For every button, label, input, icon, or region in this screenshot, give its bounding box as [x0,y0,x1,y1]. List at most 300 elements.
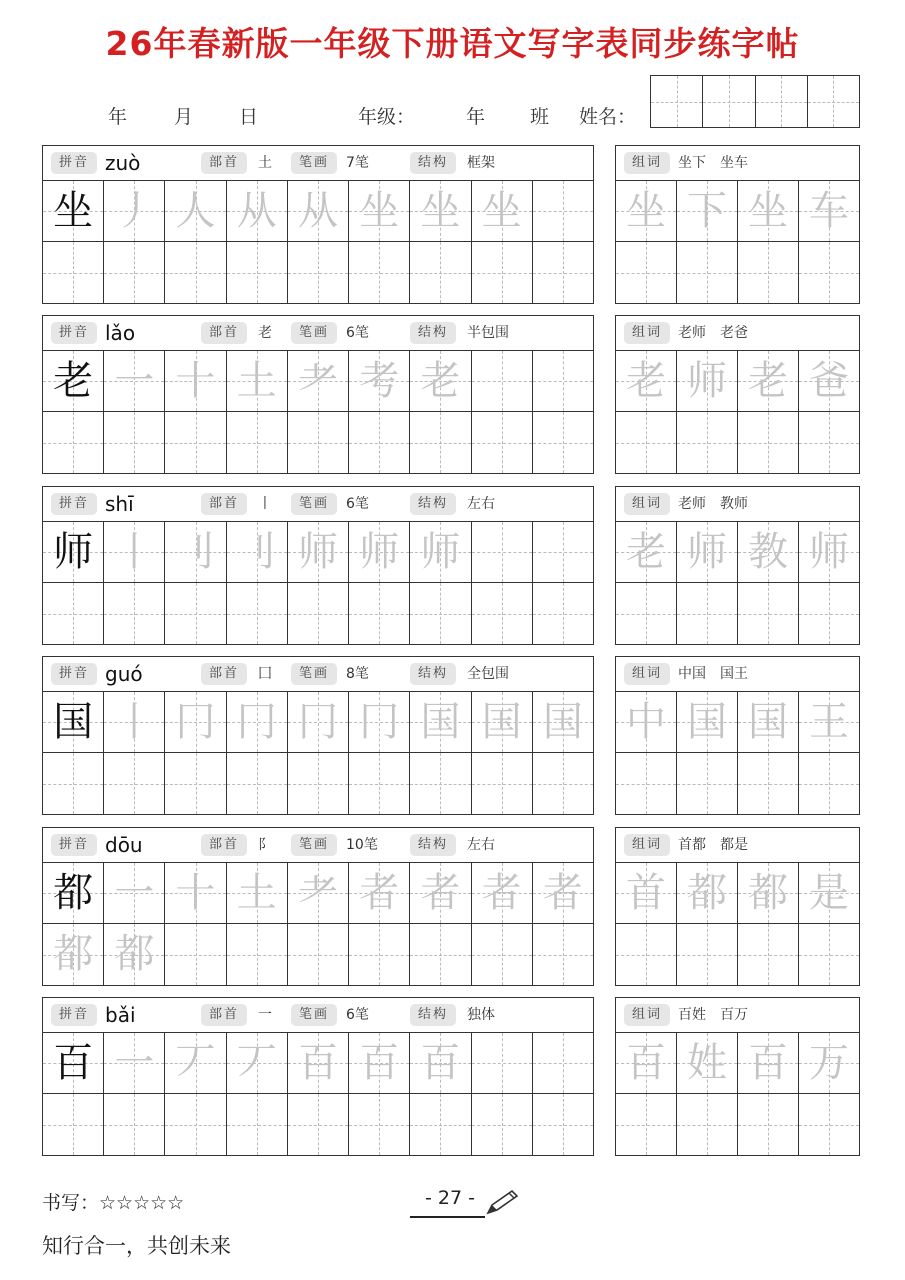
writing-cell[interactable] [349,583,410,644]
pinyin-tag: 拼音 [51,493,97,515]
trace-character [227,1094,287,1155]
writing-cell[interactable] [738,1033,799,1093]
word-character: 百 [748,1040,788,1086]
writing-cell[interactable] [165,1033,226,1093]
writing-cell[interactable] [104,181,165,241]
writing-cell[interactable] [738,242,799,303]
writing-cell[interactable] [410,1033,471,1093]
radical-value: 丨 [258,496,272,512]
trace-stroke: 一 [114,1040,155,1086]
radical-tag: 部首 [201,152,247,174]
writing-cell[interactable] [410,924,471,985]
writing-cell[interactable] [410,412,471,473]
writing-cell[interactable] [799,1033,859,1093]
trace-character [410,753,470,814]
writing-cell[interactable] [227,753,288,814]
structure-value: 半包围 [467,325,509,341]
writing-cell[interactable] [616,522,677,582]
page-title: 26年春新版一年级下册语文写字表同步练字帖 [105,24,800,63]
writing-cell[interactable] [104,242,165,303]
class-unit: 班 [530,106,550,128]
writing-cell[interactable] [533,351,593,411]
writing-cell[interactable] [472,924,533,985]
writing-cell[interactable] [799,351,859,411]
word-blank-row [616,583,859,644]
word-info-row [616,828,859,863]
writing-cell[interactable] [43,351,104,411]
trace-stroke: 冂 [175,699,216,745]
word-character: 老 [626,358,666,404]
word-blank-row [616,242,859,303]
writing-cell[interactable] [349,412,410,473]
writing-cell[interactable] [165,583,226,644]
motto: 知行合一，共创未来 [42,1234,231,1258]
word-character: 坐 [626,188,666,234]
trace-stroke: 丿 [114,188,155,234]
practice-block-2 [42,486,594,645]
model-character: 坐 [53,188,94,234]
writing-cell[interactable] [165,412,226,473]
word-trace-row [616,1033,859,1094]
trace-character [349,583,409,644]
writing-cell[interactable] [799,924,859,985]
practice-block-4 [42,827,594,986]
trace-character [43,753,103,814]
writing-cell[interactable] [104,583,165,644]
writing-cell[interactable] [410,242,471,303]
writing-cell[interactable] [738,351,799,411]
word-character: 师 [687,358,727,404]
strokes-tag: 笔画 [291,493,337,515]
writing-cell[interactable] [104,522,165,582]
pinyin-value: bǎi [105,1003,136,1027]
strokes-tag: 笔画 [291,1004,337,1026]
trace-character [472,753,532,814]
trace-character [43,242,103,303]
writing-cell[interactable] [533,242,593,303]
writing-cell[interactable] [799,692,859,752]
trace-stroke: 丨 [114,699,155,745]
trace-character [472,924,532,985]
writing-cell[interactable] [349,242,410,303]
writing-cell[interactable] [288,522,349,582]
practice-block-3 [42,656,594,815]
strokes-tag: 笔画 [291,663,337,685]
trace-character [533,583,593,644]
writing-cell[interactable] [349,863,410,923]
writing-cell[interactable] [472,522,533,582]
writing-cell[interactable] [104,351,165,411]
writing-cell[interactable] [616,692,677,752]
writing-cell[interactable] [472,1094,533,1155]
trace-character [104,583,164,644]
writing-cell[interactable] [738,863,799,923]
writing-cell[interactable] [43,412,104,473]
word-character: 都 [687,870,727,916]
trace-character [349,242,409,303]
word-trace-row [616,522,859,583]
writing-cell[interactable] [165,242,226,303]
structure-value: 全包围 [467,666,509,682]
word-info-row [616,316,859,351]
writing-cell[interactable] [227,412,288,473]
words-value: 老师 教师 [678,496,748,512]
writing-cell[interactable] [349,1033,410,1093]
trace-row-2 [43,924,593,985]
trace-character [472,1094,532,1155]
model-character: 百 [53,1040,94,1086]
trace-character [165,583,225,644]
writing-cell[interactable] [165,863,226,923]
word-trace-row [616,692,859,753]
writing-cell[interactable] [43,522,104,582]
trace-stroke [533,181,593,241]
writing-cell[interactable] [165,522,226,582]
writing-cell[interactable] [288,181,349,241]
page-number: - 27 - [425,1187,475,1209]
writing-cell[interactable] [410,351,471,411]
model-character: 都 [53,870,94,916]
writing-cell[interactable] [43,583,104,644]
writing-cell[interactable] [738,583,799,644]
trace-character [104,412,164,473]
trace-row-1 [43,692,593,753]
writing-cell[interactable] [799,412,859,473]
radical-tag: 部首 [201,663,247,685]
trace-row-2 [43,242,593,303]
writing-cell[interactable] [288,583,349,644]
trace-character [165,924,225,985]
writing-cell[interactable] [616,1033,677,1093]
trace-stroke: 一 [114,870,155,916]
radical-value: 土 [258,155,272,171]
writing-cell[interactable] [616,753,677,814]
trace-character [165,242,225,303]
radical-value: 阝 [258,837,272,853]
writing-cell[interactable] [799,863,859,923]
writing-cell[interactable] [677,242,738,303]
writing-cell[interactable] [533,924,593,985]
strokes-tag: 笔画 [291,152,337,174]
word-blank-row [616,924,859,985]
structure-value: 独体 [467,1007,495,1023]
word-character: 是 [809,870,849,916]
word-character: 教 [748,529,788,575]
trace-character [43,1094,103,1155]
writing-cell[interactable] [288,692,349,752]
writing-cell[interactable] [677,522,738,582]
trace-character [349,412,409,473]
trace-character [165,1094,225,1155]
writing-cell[interactable] [738,753,799,814]
writing-cell[interactable] [227,1033,288,1093]
trace-character [533,412,593,473]
writing-cell[interactable] [410,181,471,241]
writing-cell[interactable] [533,583,593,644]
trace-row-2 [43,583,593,644]
pinyin-tag: 拼音 [51,834,97,856]
writing-cell[interactable] [227,863,288,923]
words-tag: 组词 [624,322,670,344]
writing-cell[interactable] [472,692,533,752]
word-trace-row [616,863,859,924]
writing-cell[interactable] [738,181,799,241]
writing-cell[interactable] [349,522,410,582]
structure-tag: 结构 [410,322,456,344]
trace-stroke: 国 [481,699,522,745]
trace-stroke: 考 [359,358,400,404]
writing-cell[interactable] [349,924,410,985]
writing-cell[interactable] [616,924,677,985]
words-value: 百姓 百万 [678,1007,748,1023]
pinyin-tag: 拼音 [51,663,97,685]
writing-cell[interactable] [533,692,593,752]
word-blank-row [616,412,859,473]
writing-cell[interactable] [533,522,593,582]
trace-stroke: 百 [359,1040,400,1086]
writing-cell[interactable] [738,412,799,473]
trace-character [288,412,348,473]
writing-cell[interactable] [349,1094,410,1155]
writing-cell[interactable] [349,753,410,814]
writing-cell[interactable] [677,412,738,473]
trace-stroke: 刂 [236,529,277,575]
writing-cell[interactable] [104,1033,165,1093]
trace-character [104,242,164,303]
writing-cell[interactable] [738,1094,799,1155]
writing-cell[interactable] [799,583,859,644]
writing-cell[interactable] [677,692,738,752]
writing-cell[interactable] [472,242,533,303]
words-value: 中国 国王 [678,666,748,682]
trace-character [533,242,593,303]
writing-cell[interactable] [104,753,165,814]
writing-cell[interactable] [227,242,288,303]
word-character: 师 [809,529,849,575]
writing-cell[interactable] [43,863,104,923]
writing-cell[interactable] [410,583,471,644]
words-tag: 组词 [624,1004,670,1026]
writing-cell[interactable] [616,351,677,411]
writing-cell[interactable] [533,753,593,814]
writing-cell[interactable] [288,242,349,303]
writing-cell[interactable] [288,924,349,985]
writing-cell[interactable] [533,1033,593,1093]
trace-stroke: 者 [359,870,400,916]
writing-cell[interactable] [410,1094,471,1155]
writing-cell[interactable] [165,924,226,985]
char-info-row [43,146,593,181]
writing-cell[interactable] [288,1033,349,1093]
trace-row-2 [43,412,593,473]
writing-cell[interactable] [43,924,104,985]
writing-cell[interactable] [472,1033,533,1093]
writing-cell[interactable] [349,351,410,411]
writing-cell[interactable] [738,924,799,985]
writing-cell[interactable] [165,753,226,814]
name-writing-boxes[interactable] [650,75,860,128]
grade-label: 年级： [358,106,416,128]
writing-cell[interactable] [43,1033,104,1093]
strokes-value: 7笔 [346,155,369,171]
trace-stroke: 丨 [114,529,155,575]
writing-cell[interactable] [165,181,226,241]
trace-character [472,242,532,303]
word-character: 首 [626,870,666,916]
writing-cell[interactable] [349,181,410,241]
trace-stroke: 冂 [359,699,400,745]
trace-stroke [472,522,532,582]
word-trace-row [616,351,859,412]
writing-cell[interactable] [227,583,288,644]
writing-cell[interactable] [533,863,593,923]
practice-block-0 [42,145,594,304]
writing-cell[interactable] [43,1094,104,1155]
writing-cell[interactable] [43,242,104,303]
writing-cell[interactable] [677,753,738,814]
writing-cell[interactable] [616,242,677,303]
word-info-row [616,146,859,181]
writing-cell[interactable] [472,863,533,923]
pinyin-value: zuò [105,151,141,175]
writing-cell[interactable] [43,692,104,752]
trace-stroke: 从 [297,188,338,234]
radical-tag: 部首 [201,1004,247,1026]
writing-cell[interactable] [104,692,165,752]
writing-cell[interactable] [472,351,533,411]
writing-cell[interactable] [616,1094,677,1155]
writing-cell[interactable] [43,181,104,241]
writing-cell[interactable] [227,924,288,985]
trace-stroke: 百 [420,1040,461,1086]
writing-cell[interactable] [43,753,104,814]
words-tag: 组词 [624,152,670,174]
writing-cell[interactable] [677,1033,738,1093]
name-box[interactable] [703,76,755,127]
day-label: 日 [239,106,259,128]
word-character: 中 [626,699,666,745]
writing-cell[interactable] [616,181,677,241]
writing-cell[interactable] [227,351,288,411]
writing-cell[interactable] [288,351,349,411]
word-character: 百 [626,1040,666,1086]
writing-cell[interactable] [349,692,410,752]
writing-cell[interactable] [410,692,471,752]
pen-icon [484,1188,520,1216]
writing-cell[interactable] [288,863,349,923]
writing-cell[interactable] [799,242,859,303]
writing-cell[interactable] [288,1094,349,1155]
pinyin-tag: 拼音 [51,1004,97,1026]
name-box[interactable] [808,76,859,127]
word-trace-row [616,181,859,242]
trace-stroke [472,351,532,411]
trace-stroke: 师 [359,529,400,575]
writing-cell[interactable] [472,412,533,473]
structure-tag: 结构 [410,834,456,856]
pinyin-tag: 拼音 [51,152,97,174]
writing-cell[interactable] [677,181,738,241]
word-character: 老 [626,529,666,575]
trace-character: 都 [114,931,155,977]
pinyin-value: lǎo [105,321,136,345]
words-value: 老师 老爸 [678,325,748,341]
writing-cell[interactable] [677,1094,738,1155]
writing-cell[interactable] [533,412,593,473]
writing-cell[interactable] [799,1094,859,1155]
trace-stroke: 丆 [236,1040,277,1086]
writing-cell[interactable] [616,863,677,923]
trace-stroke: 百 [297,1040,338,1086]
writing-cell[interactable] [288,753,349,814]
word-blank-row [616,753,859,814]
writing-cell[interactable] [410,753,471,814]
writing-cell[interactable] [410,522,471,582]
writing-cell[interactable] [165,692,226,752]
trace-character [472,412,532,473]
writing-cell[interactable] [472,583,533,644]
writing-cell[interactable] [738,522,799,582]
word-info-row [616,998,859,1033]
writing-cell[interactable] [472,181,533,241]
writing-rating: 书写：☆☆☆☆☆ [42,1192,185,1214]
trace-stroke: 丆 [175,1040,216,1086]
word-character: 车 [809,188,849,234]
word-blank-row [616,1094,859,1155]
trace-row-1 [43,181,593,242]
writing-cell[interactable] [472,753,533,814]
writing-cell[interactable] [677,583,738,644]
writing-cell[interactable] [799,522,859,582]
writing-cell[interactable] [104,412,165,473]
writing-cell[interactable] [227,181,288,241]
radical-tag: 部首 [201,834,247,856]
trace-character [349,924,409,985]
word-character: 国 [687,699,727,745]
writing-cell[interactable] [799,181,859,241]
writing-cell[interactable] [799,753,859,814]
writing-cell[interactable] [227,522,288,582]
writing-cell[interactable] [410,863,471,923]
writing-cell[interactable] [165,351,226,411]
writing-cell[interactable] [104,1094,165,1155]
writing-cell[interactable] [227,692,288,752]
month-label: 月 [174,106,194,128]
writing-cell[interactable] [677,924,738,985]
writing-cell[interactable] [533,181,593,241]
word-block-4 [615,827,860,986]
writing-cell[interactable] [165,1094,226,1155]
writing-cell[interactable] [104,924,165,985]
writing-cell[interactable] [104,863,165,923]
structure-tag: 结构 [410,493,456,515]
word-info-row [616,657,859,692]
writing-cell[interactable] [227,1094,288,1155]
writing-cell[interactable] [616,583,677,644]
writing-cell[interactable] [677,351,738,411]
writing-cell[interactable] [533,1094,593,1155]
trace-stroke: 冂 [297,699,338,745]
trace-stroke: 耂 [297,870,338,916]
writing-cell[interactable] [738,692,799,752]
name-box[interactable] [651,76,703,127]
writing-cell[interactable] [677,863,738,923]
name-box[interactable] [756,76,808,127]
radical-value: 老 [258,325,272,341]
trace-character: 都 [53,931,94,977]
writing-cell[interactable] [288,412,349,473]
writing-cell[interactable] [616,412,677,473]
